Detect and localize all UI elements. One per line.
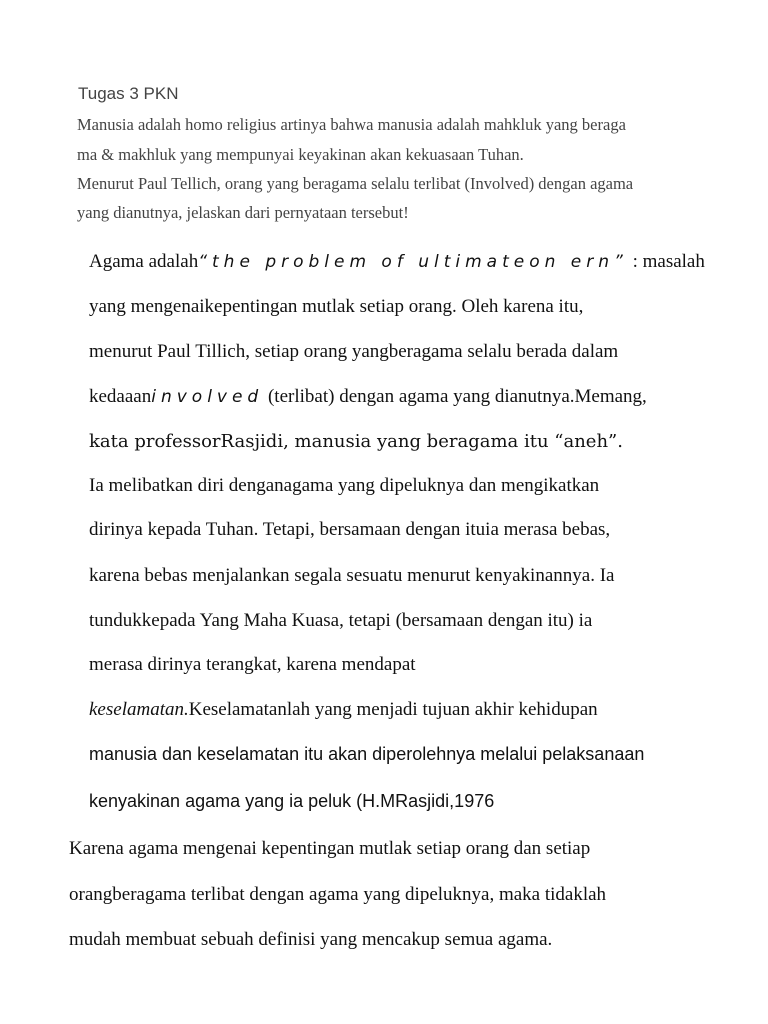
answer-line-1 xyxy=(89,251,705,273)
answer-line-4 xyxy=(89,386,647,408)
answer-line-1-end: : masalah xyxy=(627,251,705,272)
answer-line-3: menurut Paul Tillich, setiap orang yangberagama selalu berada dalam xyxy=(89,341,619,362)
question-line-3: Menurut Paul Tellich, orang yang beragama selalu terlibat (Involved) dengan agama xyxy=(77,174,634,193)
answer-line-2: yang mengenaikepentingan mutlak setiap orang. Oleh karena itu, xyxy=(89,296,584,317)
answer-line-12: manusia dan keselamatan itu akan diperolehnya melalui pelaksanaan xyxy=(89,744,645,764)
answer-line-8: karena bebas menjalankan segala sesuatu menurut kenyakinannya. Ia xyxy=(89,565,615,586)
answer-line-1-start: Agama adalah xyxy=(89,251,199,272)
answer-line-13: kenyakinan agama yang ia peluk (H.MRasjidi,1976 xyxy=(89,791,495,811)
answer-line-9: tundukkepada Yang Maha Kuasa, tetapi (bersamaan dengan itu) ia xyxy=(89,610,593,631)
answer-line-10: merasa dirinya terangkat, karena mendapat xyxy=(89,654,416,675)
answer-line-11 xyxy=(89,699,598,721)
keselamatan-italic: keselamatan. xyxy=(89,699,189,720)
conclusion-line-2: orangberagama terlibat dengan agama yang dipeluknya, maka tidaklah xyxy=(69,884,607,905)
conclusion-line-1: Karena agama mengenai kepentingan mutlak setiap orang dan setiap xyxy=(69,838,591,859)
quoted-phrase: “the problem of ultimateon ern” xyxy=(198,252,628,272)
answer-line-11-end: Keselamatanlah yang menjadi tujuan akhir kehidupan xyxy=(188,699,598,720)
question-line-2: ma & makhluk yang mempunyai keyakinan akan kekuasaan Tuhan. xyxy=(77,145,524,164)
question-line-4: yang dianutnya, jelaskan dari pernyataan tersebut! xyxy=(77,203,409,222)
involved-word: involved xyxy=(151,387,264,407)
document-title: Tugas 3 PKN xyxy=(78,84,179,103)
answer-line-5: kata professorRasjidi, manusia yang beragama itu “aneh”. xyxy=(89,431,623,452)
answer-line-7: dirinya kepada Tuhan. Tetapi, bersamaan dengan ituia merasa bebas, xyxy=(89,519,611,540)
conclusion-line-3: mudah membuat sebuah definisi yang mencakup semua agama. xyxy=(69,929,553,950)
question-line-1: Manusia adalah homo religius artinya bahwa manusia adalah mahkluk yang beraga xyxy=(77,115,626,134)
answer-line-4-end: (terlibat) dengan agama yang dianutnya.Memang, xyxy=(263,386,647,407)
answer-line-6: Ia melibatkan diri denganagama yang dipeluknya dan mengikatkan xyxy=(89,475,600,496)
answer-line-4-start: kedaaan xyxy=(89,386,152,407)
